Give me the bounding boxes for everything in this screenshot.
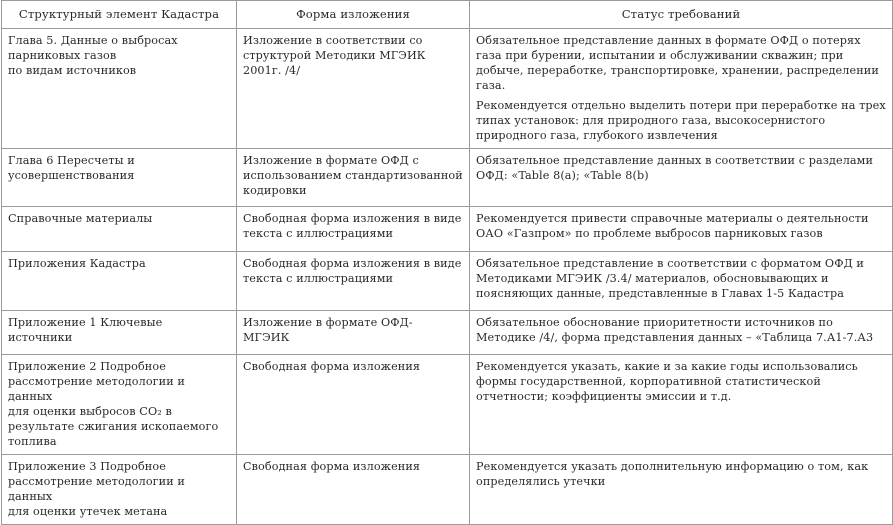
table-row [2,149,893,207]
cell-form: Свободная форма изложения [237,355,470,455]
table-row [2,311,893,355]
table-row [2,29,893,149]
cell-form: Свободная форма изложения в виде текста с иллюстрациями [237,252,470,311]
cell-form: Свободная форма изложения в виде текста с иллюстрациями [237,207,470,252]
cell-element: Приложение 2 Подробное рассмотрение методологии и данных для оценки выбросов СО₂ в результате сжигания ископаемого топлива [2,355,237,455]
cadastre-requirements-table [1,0,893,525]
cell-form: Изложение в формате ОФД- МГЭИК [237,311,470,355]
cell-form: Изложение в соответствии со структурой Методики МГЭИК 2001г. /4/ [237,29,470,149]
header-requirement-status: Статус требований [470,1,893,29]
cell-status [470,355,893,455]
cell-element: Глава 6 Пересчеты и усовершенствования [2,149,237,207]
table-row [2,207,893,252]
header-presentation-form: Форма изложения [237,1,470,29]
cell-form: Изложение в формате ОФД с использованием стандартизованной кодировки [237,149,470,207]
table-row [2,252,893,311]
status-paragraph: Обязательное представление в соответствии с форматом ОФД и Методиками МГЭИК /3.4/ материалов, обосновывающих и поясняющих данные, представленные в Главах 1-5 Кадастра [476,257,864,300]
header-structural-element: Структурный элемент Кадастра [2,1,237,29]
cell-status [470,149,893,207]
cell-status [470,207,893,252]
table-row [2,455,893,525]
table-row [2,355,893,455]
status-paragraph: Рекомендуется отдельно выделить потери при переработке на трех типах установок: для природного газа, высокосернистого природного газа, глубокого извлечения [476,99,886,142]
status-paragraph: Рекомендуется привести справочные материалы о деятельности ОАО «Газпром» по проблеме выбросов парниковых газов [476,212,869,240]
cell-element: Приложения Кадастра [2,252,237,311]
status-paragraph: Рекомендуется указать дополнительную информацию о том, как определялись утечки [476,460,869,488]
cell-status [470,311,893,355]
cell-status [470,29,893,149]
status-paragraph: Обязательное представление данных в формате ОФД о потерях газа при бурении, испытании и обслуживании скважин; при добыче, переработке, транспортировке, хранении, распределении газа. [476,34,879,92]
status-paragraph: Рекомендуется указать, какие и за какие годы использовались формы государственной, корпоративной статистической отчетности; коэффициенты эмиссии и т.д. [476,360,858,403]
status-paragraph: Обязательное представление данных в соответствии с разделами ОФД: «Table 8(a); «Table 8(b) [476,154,874,182]
status-paragraph: Обязательное обоснование приоритетности источников по Методике /4/, форма представления данных – «Таблица 7.А1-7.А3 [476,316,874,344]
cell-element: Справочные материалы [2,207,237,252]
cell-element: Приложение 1 Ключевые источники [2,311,237,355]
cell-form: Свободная форма изложения [237,455,470,525]
cell-element: Приложение 3 Подробное рассмотрение методологии и данных для оценки утечек метана [2,455,237,525]
cell-element: Глава 5. Данные о выбросах парниковых газов по видам источников [2,29,237,149]
cell-status [470,252,893,311]
cell-status [470,455,893,525]
table-header-row [2,1,893,29]
